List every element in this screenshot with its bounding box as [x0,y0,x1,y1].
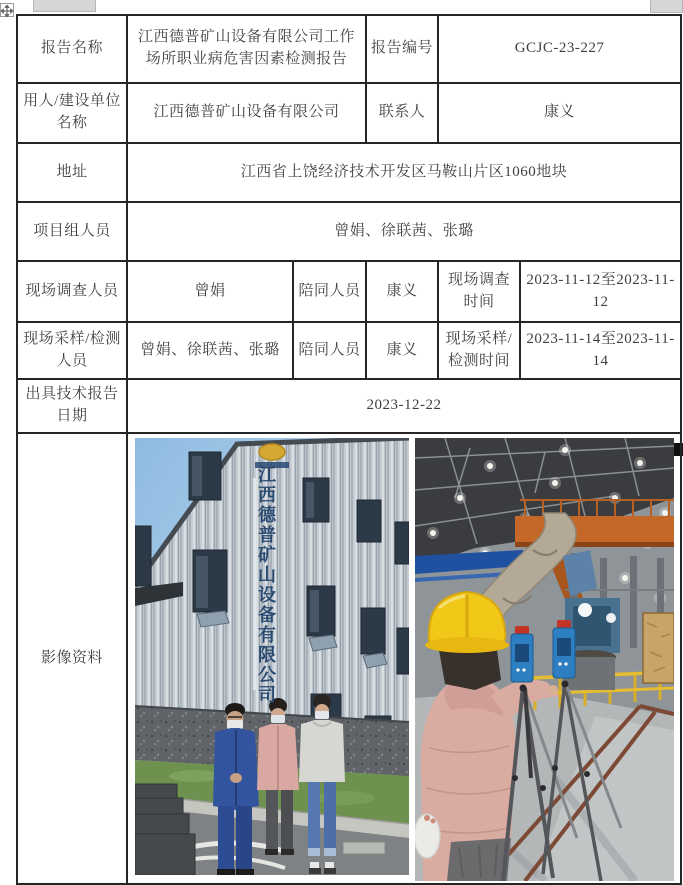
sampling-escort-label-cell[interactable] [293,322,366,379]
employer-value: 江西德普矿山设备有限公司 [153,104,340,121]
report-number-label: 报告编号 [371,40,434,57]
issue-date-value-cell[interactable] [127,379,681,433]
address-label-cell[interactable] [17,143,127,202]
sampling-escort-value-cell[interactable] [366,322,438,379]
project-team-label-cell[interactable] [17,202,127,261]
survey-time-value-cell[interactable] [520,261,681,322]
issue-date-label-cell[interactable] [17,379,127,433]
sampling-time-label: 现场采样/检测时间 [445,330,513,369]
survey-time-value: 2023-11-12至2023-11-12 [526,271,675,310]
page-edge-artifact-left [33,0,96,12]
sampling-escort-value: 康义 [386,341,418,358]
site-survey-value: 曾娟 [194,282,226,299]
table-move-handle-icon[interactable] [0,3,14,17]
survey-time-label: 现场调查时间 [448,271,511,310]
sampling-label: 现场采样/检测人员 [23,330,121,369]
project-team-value-cell[interactable] [127,202,681,261]
survey-escort-value-cell[interactable] [366,261,438,322]
site-survey-value-cell[interactable] [127,261,293,322]
media-value-cell [127,433,681,884]
report-name-label-cell[interactable] [17,15,127,83]
survey-escort-label-cell[interactable] [293,261,366,322]
building-sign-text: 江西德普矿山设备有限公司 [256,465,276,705]
survey-time-label-cell[interactable] [438,261,520,322]
site-survey-label-cell[interactable] [17,261,127,322]
media-label-cell[interactable] [17,433,127,884]
issue-date-value: 2023-12-22 [366,397,442,414]
address-label: 地址 [56,163,88,180]
report-number-value-cell[interactable] [438,15,681,83]
contact-value: 康义 [544,104,576,121]
sampling-value: 曾娟、徐联茜、张璐 [140,341,280,358]
photo-workshop-sampling[interactable] [415,438,674,881]
report-name-label: 报告名称 [40,40,103,57]
report-number-label-cell[interactable] [366,15,438,83]
employer-label-cell[interactable] [17,83,127,143]
report-number-value: GCJC-23-227 [514,40,605,57]
site-survey-label: 现场调查人员 [25,282,119,299]
media-label: 影像资料 [40,649,103,666]
survey-escort-label: 陪同人员 [298,282,361,299]
report-info-table [16,14,682,885]
sampling-value-cell[interactable] [127,322,293,379]
photo-strip [131,436,677,881]
address-value-cell[interactable] [127,143,681,202]
contact-label-cell[interactable] [366,83,438,143]
project-team-value: 曾娟、徐联茜、张璐 [334,222,474,239]
address-value: 江西省上饶经济技术开发区马鞍山片区1060地块 [240,163,568,180]
project-team-label: 项目组人员 [33,222,111,239]
survey-escort-value: 康义 [386,282,418,299]
employer-value-cell[interactable] [127,83,366,143]
report-name-value-cell[interactable] [127,15,366,83]
photo-company-building[interactable] [135,438,409,875]
sampling-escort-label: 陪同人员 [298,341,361,358]
contact-label: 联系人 [378,104,426,121]
sampling-time-label-cell[interactable] [438,322,520,379]
sampling-time-value: 2023-11-14至2023-11-14 [526,330,675,369]
report-name-value: 江西德普矿山设备有限公司工作场所职业病危害因素检测报告 [138,29,356,67]
issue-date-label: 出具技术报告日期 [25,386,119,424]
page-edge-artifact-right [650,0,683,13]
contact-value-cell[interactable] [438,83,681,143]
sampling-label-cell[interactable] [17,322,127,379]
employer-label: 用人/建设单位名称 [23,93,121,131]
sampling-time-value-cell[interactable] [520,322,681,379]
